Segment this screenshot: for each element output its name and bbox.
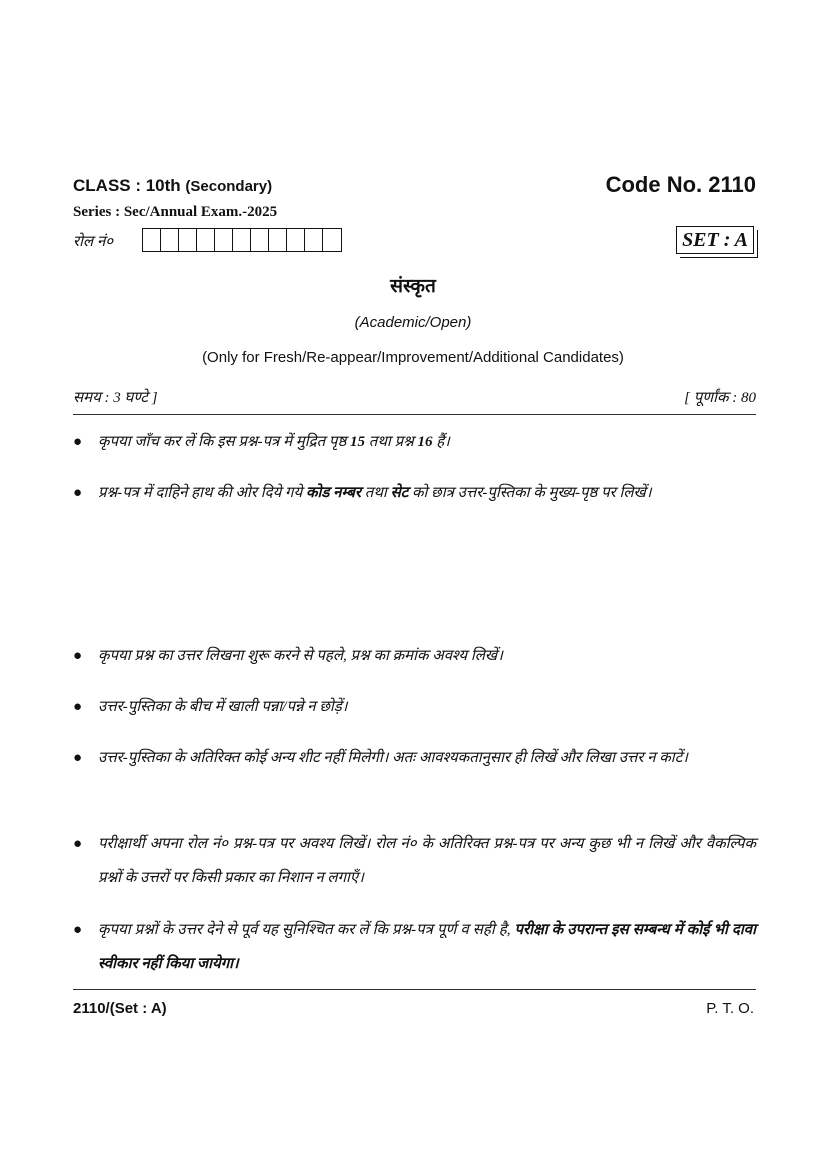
footer-code: 2110/(Set : A): [73, 1000, 167, 1017]
roll-box[interactable]: [323, 229, 341, 251]
roll-box[interactable]: [305, 229, 323, 251]
max-marks: [ पूर्णांक : 80: [684, 390, 756, 406]
instruction-item: [73, 425, 756, 459]
instruction-item: [73, 827, 756, 895]
roll-box[interactable]: [251, 229, 269, 251]
roll-box[interactable]: [143, 229, 161, 251]
roll-box[interactable]: [269, 229, 287, 251]
instruction-text: प्रश्न-पत्र में दाहिने हाथ की ओर दिये गये कोड नम्बर तथा सेट को छात्र उत्तर-पुस्तिका के मुख्य-पृष्ठ पर लिखें।: [98, 485, 652, 501]
class-label: CLASS : 10th: [73, 176, 181, 195]
instruction-text: कृपया प्रश्न का उत्तर लिखना शुरू करने से पहले, प्रश्न का क्रमांक अवश्य लिखें।: [98, 648, 503, 664]
bullet-icon: ●: [73, 836, 83, 852]
instruction-item: [73, 476, 756, 510]
instruction-item: [73, 690, 756, 724]
instruction-text: परीक्षार्थी अपना रोल नं० प्रश्न-पत्र पर अवश्य लिखें। रोल नं० के अतिरिक्त प्रश्न-पत्र पर अन्य कुछ भी न लिखें और वैकल्पिक प्रश्नों के उत्तरों पर किसी प्रकार का निशान न लगाएँ।: [98, 836, 756, 886]
instruction-item: [73, 741, 756, 775]
set-badge: SET : A: [676, 226, 754, 254]
mode-subtitle: (Academic/Open): [354, 314, 472, 331]
instruction-text: कृपया प्रश्नों के उत्तर देने से पूर्व यह सुनिश्चित कर लें कि प्रश्न-पत्र पूर्ण व सही है, परीक्षा के उपरान्त इस सम्बन्ध में कोई भी दावा स्वीकार नहीं किया जायेगा।: [98, 922, 757, 972]
code-number: Code No. 2110: [605, 172, 756, 197]
bullet-icon: ●: [73, 485, 83, 501]
series-line: Series : Sec/Annual Exam.-2025: [73, 204, 278, 220]
pto-label: P. T. O.: [706, 1000, 754, 1017]
roll-box[interactable]: [179, 229, 197, 251]
roll-box[interactable]: [287, 229, 305, 251]
instruction-text: उत्तर-पुस्तिका के अतिरिक्त कोई अन्य शीट नहीं मिलेगी। अतः आवश्यकतानुसार ही लिखें और लिखा उत्तर न काटें।: [98, 750, 688, 766]
instruction-item: [73, 913, 756, 981]
roll-box[interactable]: [233, 229, 251, 251]
roll-box[interactable]: [197, 229, 215, 251]
roll-box[interactable]: [215, 229, 233, 251]
header-divider: [73, 414, 756, 415]
subject-title: संस्कृत: [390, 276, 436, 297]
class-sub: (Secondary): [185, 178, 273, 195]
instruction-text: कृपया जाँच कर लें कि इस प्रश्न-पत्र में मुद्रित पृष्ठ 15 तथा प्रश्न 16 हैं।: [98, 434, 450, 450]
roll-number-label: रोल नं०: [73, 234, 114, 250]
bullet-icon: ●: [73, 699, 83, 715]
time-duration: समय : 3 घण्टे ]: [73, 390, 158, 406]
roll-number-boxes[interactable]: [142, 228, 342, 252]
bullet-icon: ●: [73, 750, 83, 766]
bullet-icon: ●: [73, 648, 83, 664]
class-line: [73, 176, 272, 196]
bullet-icon: ●: [73, 434, 83, 450]
instruction-item: [73, 639, 756, 673]
roll-box[interactable]: [161, 229, 179, 251]
instruction-text: उत्तर-पुस्तिका के बीच में खाली पन्ना/पन्ने न छोड़ें।: [98, 699, 348, 715]
candidates-note: (Only for Fresh/Re-appear/Improvement/Additional Candidates): [202, 349, 624, 366]
bullet-icon: ●: [73, 922, 83, 938]
footer-divider: [73, 989, 756, 990]
